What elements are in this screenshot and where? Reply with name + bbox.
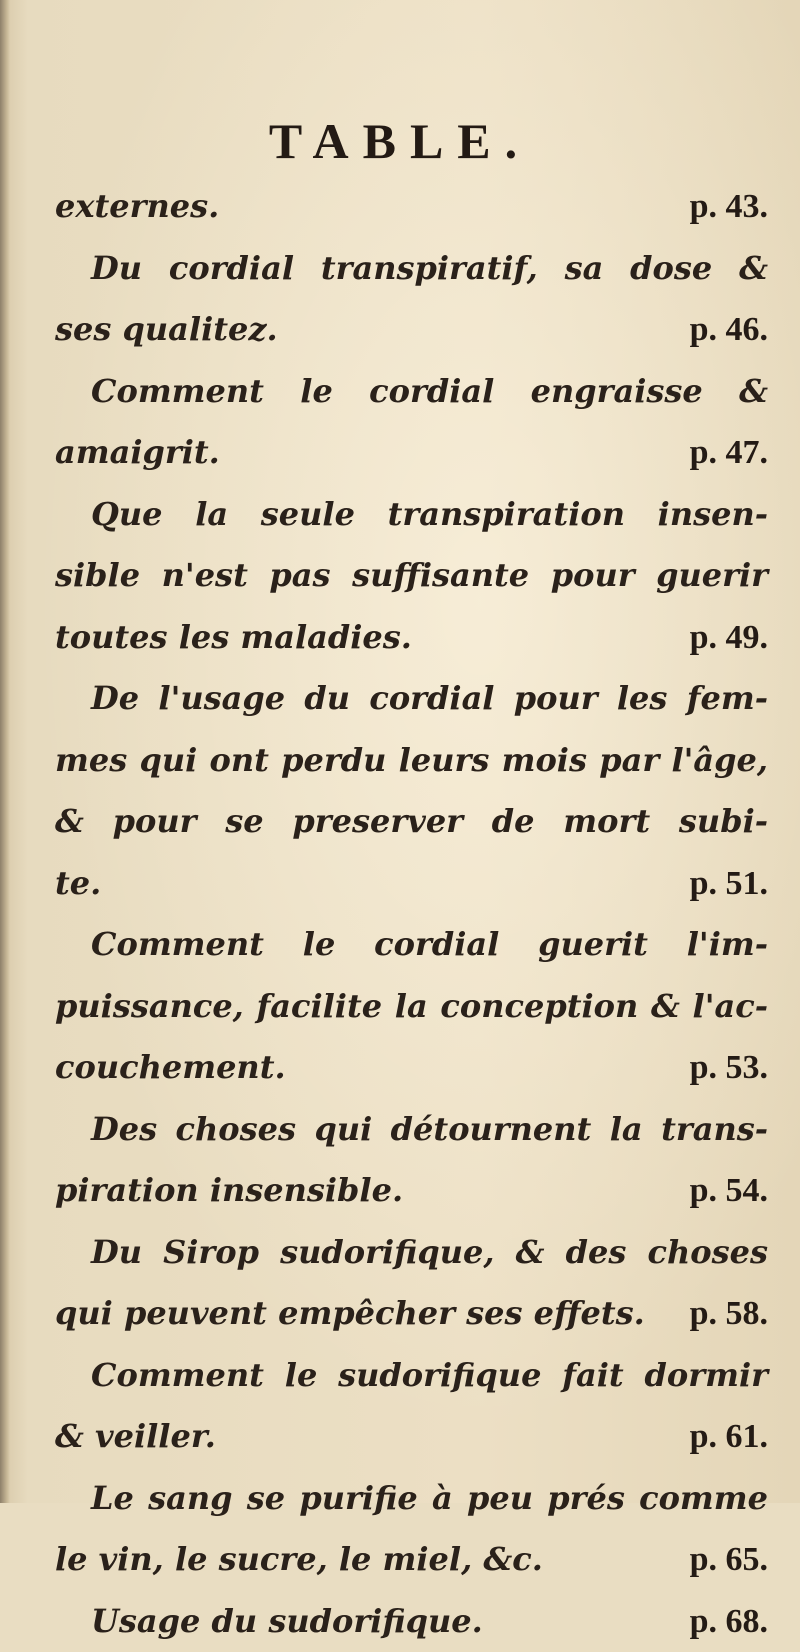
page-gutter-shadow: [0, 0, 10, 1503]
toc-line: [55, 976, 768, 1038]
toc-line: [55, 853, 768, 915]
page-number: p. 53.: [676, 1037, 768, 1099]
entry-text: couchement.: [55, 1037, 286, 1099]
entry-text: Du cordial transpiratif, sa dose &: [55, 238, 768, 300]
page-title: TABLE.: [0, 112, 800, 170]
toc-line: [55, 914, 768, 976]
toc-line: [55, 422, 768, 484]
page-number: p. 65.: [676, 1529, 768, 1591]
toc-line: [55, 1468, 768, 1530]
toc-line: [55, 1099, 768, 1161]
entry-text: Le sang se purifie à peu prés comme: [55, 1468, 768, 1530]
page-number: p. 47.: [676, 422, 768, 484]
table-of-contents: [55, 176, 768, 1652]
entry-text: Du Sirop sudorifique, & des choses: [55, 1222, 768, 1284]
toc-line: [55, 607, 768, 669]
page-number: p. 49.: [676, 607, 768, 669]
toc-line: [55, 1591, 768, 1652]
entry-text: Comment le sudorifique fait dormir: [55, 1345, 768, 1407]
toc-line: [55, 361, 768, 423]
toc-line: [55, 299, 768, 361]
entry-text: ses qualitez.: [55, 299, 278, 361]
page-number: p. 68.: [676, 1591, 768, 1652]
toc-line: [55, 791, 768, 853]
page-number: p. 46.: [676, 299, 768, 361]
toc-line: [55, 1345, 768, 1407]
toc-line: [55, 1037, 768, 1099]
toc-line: [55, 238, 768, 300]
toc-line: [55, 1529, 768, 1591]
entry-text: & pour se preserver de mort subi-: [55, 791, 768, 853]
entry-text: De l'usage du cordial pour les fem-: [55, 668, 768, 730]
toc-line: [55, 545, 768, 607]
page-number: p. 51.: [676, 853, 768, 915]
toc-line: [55, 1222, 768, 1284]
entry-text: piration insensible.: [55, 1160, 403, 1222]
entry-text: amaigrit.: [55, 422, 220, 484]
toc-line: [55, 1283, 768, 1345]
page-number: p. 61.: [676, 1406, 768, 1468]
entry-text: Comment le cordial engraisse &: [55, 361, 768, 423]
toc-line: [55, 176, 768, 238]
toc-line: [55, 1406, 768, 1468]
entry-text: qui peuvent empêcher ses effets.: [55, 1283, 645, 1345]
entry-text: te.: [55, 853, 101, 915]
toc-line: [55, 484, 768, 546]
toc-line: [55, 1160, 768, 1222]
entry-text: mes qui ont perdu leurs mois par l'âge,: [55, 730, 768, 792]
entry-text: Que la seule transpiration insen-: [55, 484, 768, 546]
toc-line: [55, 668, 768, 730]
entry-text: sible n'est pas suffisante pour guerir: [55, 545, 768, 607]
entry-text: externes.: [55, 176, 219, 238]
page-number: p. 43.: [676, 176, 768, 238]
entry-text: Des choses qui détournent la trans-: [55, 1099, 768, 1161]
entry-text: Usage du sudorifique.: [55, 1591, 483, 1652]
toc-line: [55, 730, 768, 792]
entry-text: le vin, le sucre, le miel, &c.: [55, 1529, 543, 1591]
entry-text: & veiller.: [55, 1406, 216, 1468]
page-number: p. 58.: [676, 1283, 768, 1345]
entry-text: Comment le cordial guerit l'im-: [55, 914, 768, 976]
page-number: p. 54.: [676, 1160, 768, 1222]
entry-text: puissance, facilite la conception & l'ac-: [55, 976, 768, 1038]
entry-text: toutes les maladies.: [55, 607, 412, 669]
